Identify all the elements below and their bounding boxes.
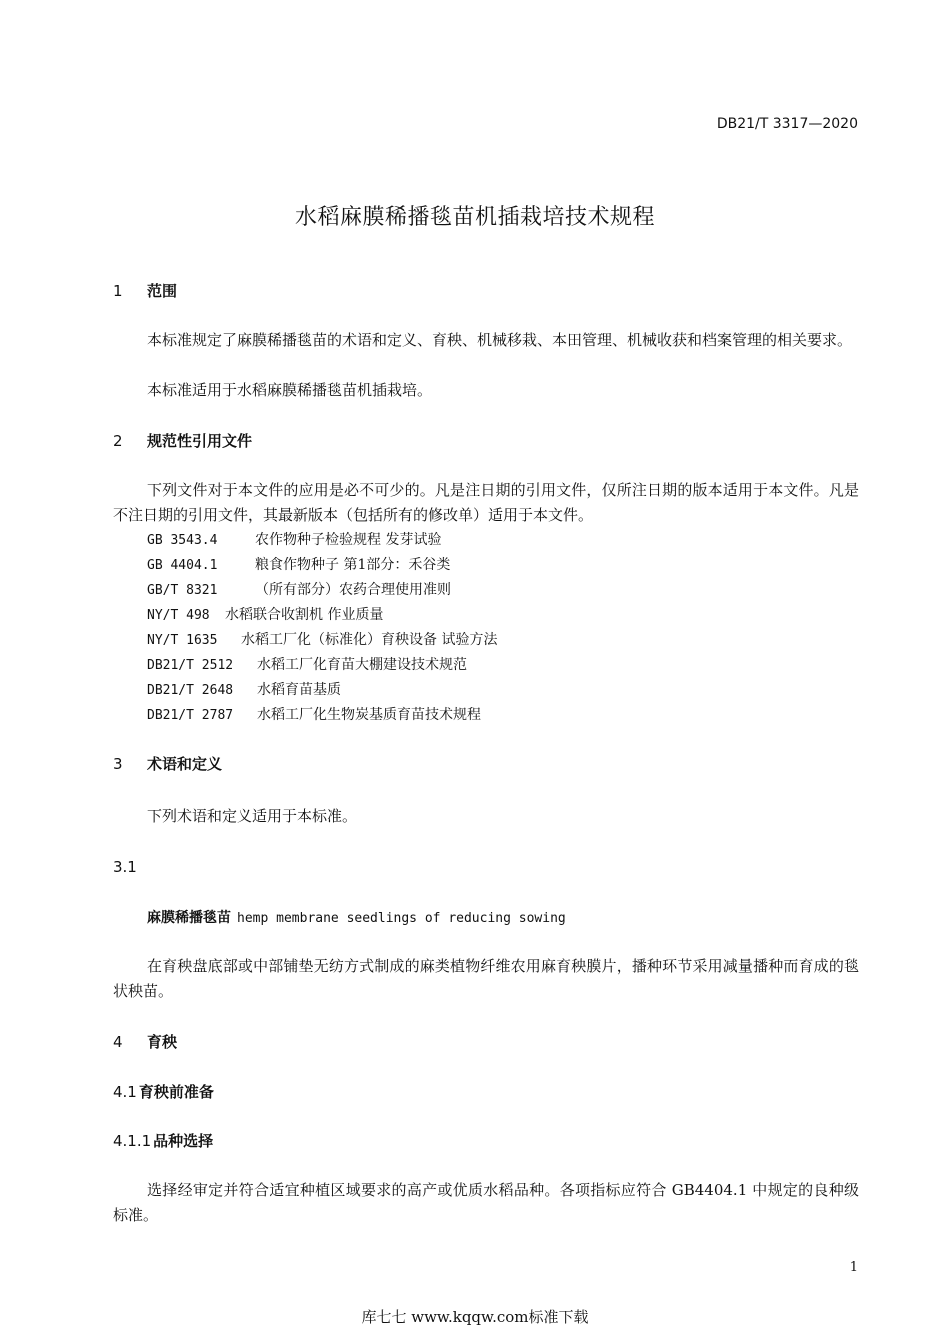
section-title: 范围 bbox=[147, 282, 178, 300]
reference-code: DB21/T 2648 bbox=[147, 683, 234, 698]
subsection-3-1-number: 3.1 bbox=[113, 858, 137, 876]
reference-code: GB/T 8321 bbox=[147, 583, 218, 598]
reference-title: 农作物种子检验规程 发芽试验 bbox=[255, 532, 442, 548]
doc-code-header: DB21/T 3317—2020 bbox=[716, 116, 858, 132]
reference-item bbox=[147, 579, 451, 599]
reference-title: （所有部分）农药合理使用准则 bbox=[255, 582, 451, 598]
term-definition: 在育秧盘底部或中部铺垫无纺方式制成的麻类植物纤维农用麻育秧膜片，播种环节采用减量播种而育成的毯状秧苗。 bbox=[113, 957, 859, 1000]
reference-code: NY/T 1635 bbox=[147, 633, 218, 648]
reference-item bbox=[147, 679, 341, 699]
subsection-number: 4.1.1 bbox=[113, 1132, 152, 1150]
page-title: 水稻麻膜稀播毯苗机插栽培技术规程 bbox=[294, 205, 655, 230]
subsection-4-1-1-heading bbox=[113, 1130, 213, 1151]
term-english: hemp membrane seedlings of reducing sowing bbox=[237, 911, 566, 926]
reference-title: 水稻工厂化育苗大棚建设技术规范 bbox=[257, 657, 467, 673]
subsection-title: 品种选择 bbox=[153, 1132, 214, 1150]
section-number: 1 bbox=[113, 282, 123, 300]
reference-title: 水稻育苗基质 bbox=[257, 682, 341, 698]
section-number: 4 bbox=[113, 1033, 123, 1051]
reference-code: DB21/T 2512 bbox=[147, 658, 234, 673]
reference-code: GB 4404.1 bbox=[147, 558, 218, 573]
reference-item bbox=[147, 554, 450, 574]
reference-title: 水稻联合收割机 作业质量 bbox=[225, 607, 384, 623]
section-title: 规范性引用文件 bbox=[147, 432, 253, 450]
section-1-paragraph-1: 本标准规定了麻膜稀播毯苗的术语和定义、育秧、机械移栽、本田管理、机械收获和档案管理的相关要求。 bbox=[147, 331, 853, 349]
reference-title: 粮食作物种子 第1部分：禾谷类 bbox=[255, 557, 451, 573]
term-entry bbox=[147, 907, 566, 927]
reference-code: GB 3543.4 bbox=[147, 533, 218, 548]
reference-item bbox=[147, 529, 441, 549]
section-1-heading bbox=[113, 280, 177, 301]
footer-watermark: 库七七 www.kqqw.com标准下载 bbox=[361, 1308, 589, 1326]
reference-item bbox=[147, 604, 383, 624]
term-chinese: 麻膜稀播毯苗 bbox=[147, 910, 231, 926]
page-number: 1 bbox=[849, 1260, 858, 1275]
section-2-paragraph-1: 下列文件对于本文件的应用是必不可少的。凡是注日期的引用文件，仅所注日期的版本适用于本文件。凡是不注日期的引用文件，其最新版本（包括所有的修改单）适用于本文件。 bbox=[113, 481, 859, 524]
section-2-heading bbox=[113, 430, 252, 451]
section-1-paragraph-2: 本标准适用于水稻麻膜稀播毯苗机插栽培。 bbox=[147, 381, 433, 399]
reference-title: 水稻工厂化（标准化）育秧设备 试验方法 bbox=[241, 632, 498, 648]
section-number: 3 bbox=[113, 755, 123, 773]
section-3-paragraph-1: 下列术语和定义适用于本标准。 bbox=[147, 807, 358, 825]
subsection-title: 育秧前准备 bbox=[138, 1083, 214, 1101]
reference-title: 水稻工厂化生物炭基质育苗技术规程 bbox=[257, 707, 481, 723]
section-4-paragraph-1: 选择经审定并符合适宜种植区域要求的高产或优质水稻品种。各项指标应符合 GB4404.1 中规定的良种级标准。 bbox=[113, 1181, 859, 1224]
section-4-heading bbox=[113, 1031, 177, 1052]
section-number: 2 bbox=[113, 432, 123, 450]
section-title: 育秧 bbox=[147, 1033, 178, 1051]
reference-code: NY/T 498 bbox=[147, 608, 210, 623]
subsection-4-1-heading bbox=[113, 1081, 214, 1102]
reference-item bbox=[147, 654, 467, 674]
reference-item bbox=[147, 704, 481, 724]
reference-item bbox=[147, 629, 497, 649]
subsection-number: 4.1 bbox=[113, 1083, 137, 1101]
reference-code: DB21/T 2787 bbox=[147, 708, 234, 723]
section-3-heading bbox=[113, 753, 222, 774]
section-title: 术语和定义 bbox=[147, 755, 223, 773]
